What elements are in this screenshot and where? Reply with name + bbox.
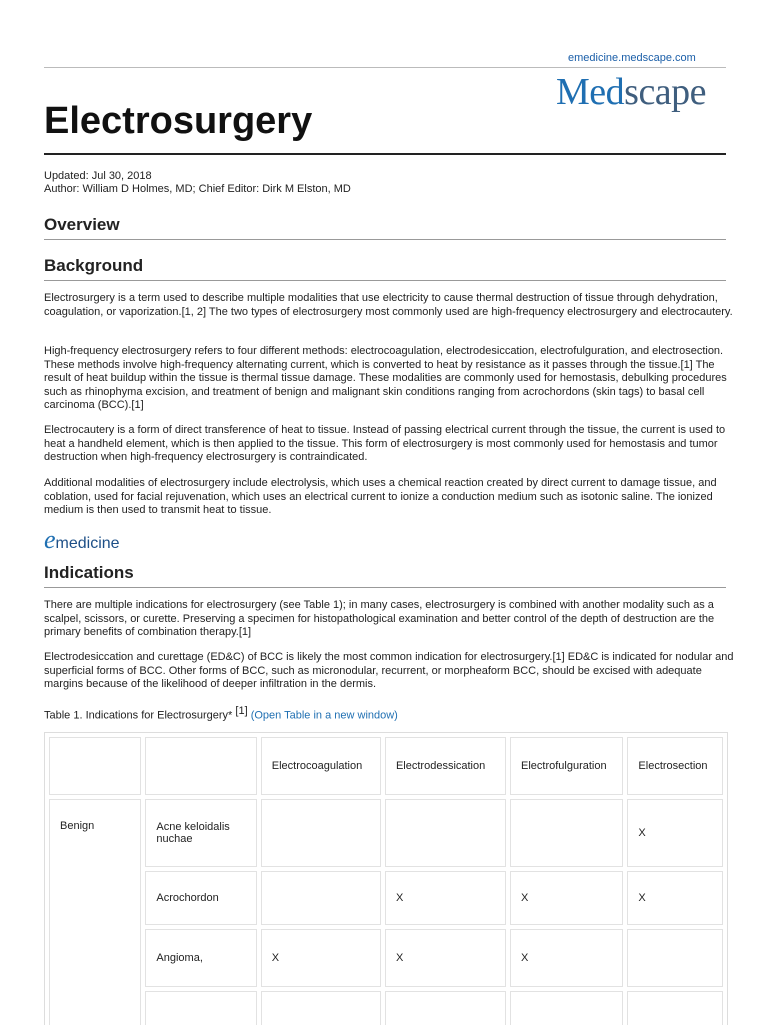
table-cell: X: [261, 929, 381, 987]
emedicine-logo[interactable]: [44, 525, 120, 555]
table-cell: X: [385, 871, 506, 925]
table-cell: [510, 799, 623, 867]
table-header-cell: Electrofulguration: [510, 737, 623, 795]
background-heading: Background: [44, 256, 726, 281]
row-condition: Acrochordon: [145, 871, 256, 925]
table-cell: X: [510, 929, 623, 987]
table-row-continuation: [49, 991, 723, 1025]
table-cell: X: [627, 799, 723, 867]
background-paragraph-1: Electrosurgery is a term used to describe multiple modalities that use electricity to cause thermal destruction of tissue through dehydration, coagulation, or vaporization.[1, 2] The two types of electrosurgery most commonly used are high-frequency electrosurgery and electrocautery.: [44, 292, 733, 318]
table-cell: [385, 991, 506, 1025]
indications-table: [44, 732, 728, 1025]
group-label-benign: Benign: [49, 799, 141, 1025]
section-indications: [44, 563, 726, 588]
indications-paragraph-1: There are multiple indications for electrosurgery (see Table 1); in many cases, electrosurgery is combined with another modality such as a scalpel, scissors, or curette. Preserving a specimen for histopathological examination and better control of the depth of destruction are the primary benefits of combination therapy.[1]: [44, 599, 715, 638]
title-divider: [44, 153, 726, 155]
table-header-cell: [145, 737, 256, 795]
overview-heading: Overview: [44, 215, 726, 240]
table-header-cell: Electrodessication: [385, 737, 506, 795]
background-paragraph-3: Electrocautery is a form of direct transference of heat to tissue. Instead of passing electrical current through the tissue, the current is used to heat a handheld element, which is then applied to the tissue. This form of electrosurgery is most commonly used for hemostasis and tumor destruction when high-frequency electrosurgery is contraindicated.: [44, 424, 726, 463]
table-header-cell: Electrosection: [627, 737, 723, 795]
table-cell: X: [510, 871, 623, 925]
indications-heading: Indications: [44, 563, 726, 588]
table-cell: [145, 991, 256, 1025]
article-meta: [44, 170, 351, 196]
table-header-row: [49, 737, 723, 795]
table-cell: X: [385, 929, 506, 987]
medscape-logo[interactable]: [556, 70, 706, 114]
indications-paragraph-2: Electrodesiccation and curettage (ED&C) of BCC is likely the most common indication for electrosurgery.[1] ED&C is indicated for nodular and superficial forms of BCC. Other forms of BCC, such as micronodular, recurrent, or morpheaform BCC, should be excised with adequate margins because of the likelihood of deeper infiltration in the dermis.: [44, 651, 734, 690]
table-cell: X: [627, 871, 723, 925]
logo-scape: scape: [624, 71, 707, 113]
page-title: Electrosurgery: [44, 100, 313, 142]
table-header-cell: [49, 737, 141, 795]
table-cell: [261, 871, 381, 925]
background-paragraph-4: Additional modalities of electrosurgery include electrolysis, which uses a chemical reaction created by direct current to damage tissue, and coblation, used for facial rejuvenation, which uses an electrical current to ionize a conduction medium such as isotonic saline. The ionized medium is then used to transmit heat to tissue.: [44, 477, 717, 516]
table-caption-ref[interactable]: [1]: [235, 705, 248, 717]
table-cell: [385, 799, 506, 867]
table-caption-text: Table 1. Indications for Electrosurgery*: [44, 709, 233, 722]
table-cell: [627, 991, 723, 1025]
table-cell: [261, 799, 381, 867]
row-condition: Acne keloidalis nuchae: [145, 799, 256, 867]
table-header-cell: Electrocoagulation: [261, 737, 381, 795]
row-condition: Angioma,: [145, 929, 256, 987]
site-url[interactable]: emedicine.medscape.com: [568, 52, 696, 64]
table-row: [49, 799, 723, 867]
section-overview: [44, 215, 726, 240]
logo-med: Med: [556, 71, 625, 113]
section-background: [44, 256, 726, 281]
author-line: Author: William D Holmes, MD; Chief Editor: Dirk M Elston, MD: [44, 183, 351, 195]
table-cell: [510, 991, 623, 1025]
table-row: [49, 929, 723, 987]
table-cell: [261, 991, 381, 1025]
open-table-link[interactable]: (Open Table in a new window): [250, 709, 398, 722]
background-paragraph-2: High-frequency electrosurgery refers to four different methods: electrocoagulation, electrodesiccation, electrofulguration, and electrosection. These methods involve high-frequency alternating current, which is converted to heat by resistance as it passes through the tissue.[1] The result of heat buildup within the tissue is thermal tissue damage. These modalities are commonly used for hemostasis, debulking procedures such as rhinophyma excision, and treatment of benign and malignant skin conditions ranging from acrochordons (skin tags) to basal cell carcinoma (BCC).[1]: [44, 345, 727, 411]
table-cell: [627, 929, 723, 987]
emedicine-logo-text: medicine: [55, 535, 120, 552]
emedicine-logo-e: e: [44, 525, 56, 554]
header-divider: [44, 67, 726, 68]
table-row: [49, 871, 723, 925]
table-caption: [44, 705, 398, 722]
updated-date: Updated: Jul 30, 2018: [44, 170, 152, 182]
